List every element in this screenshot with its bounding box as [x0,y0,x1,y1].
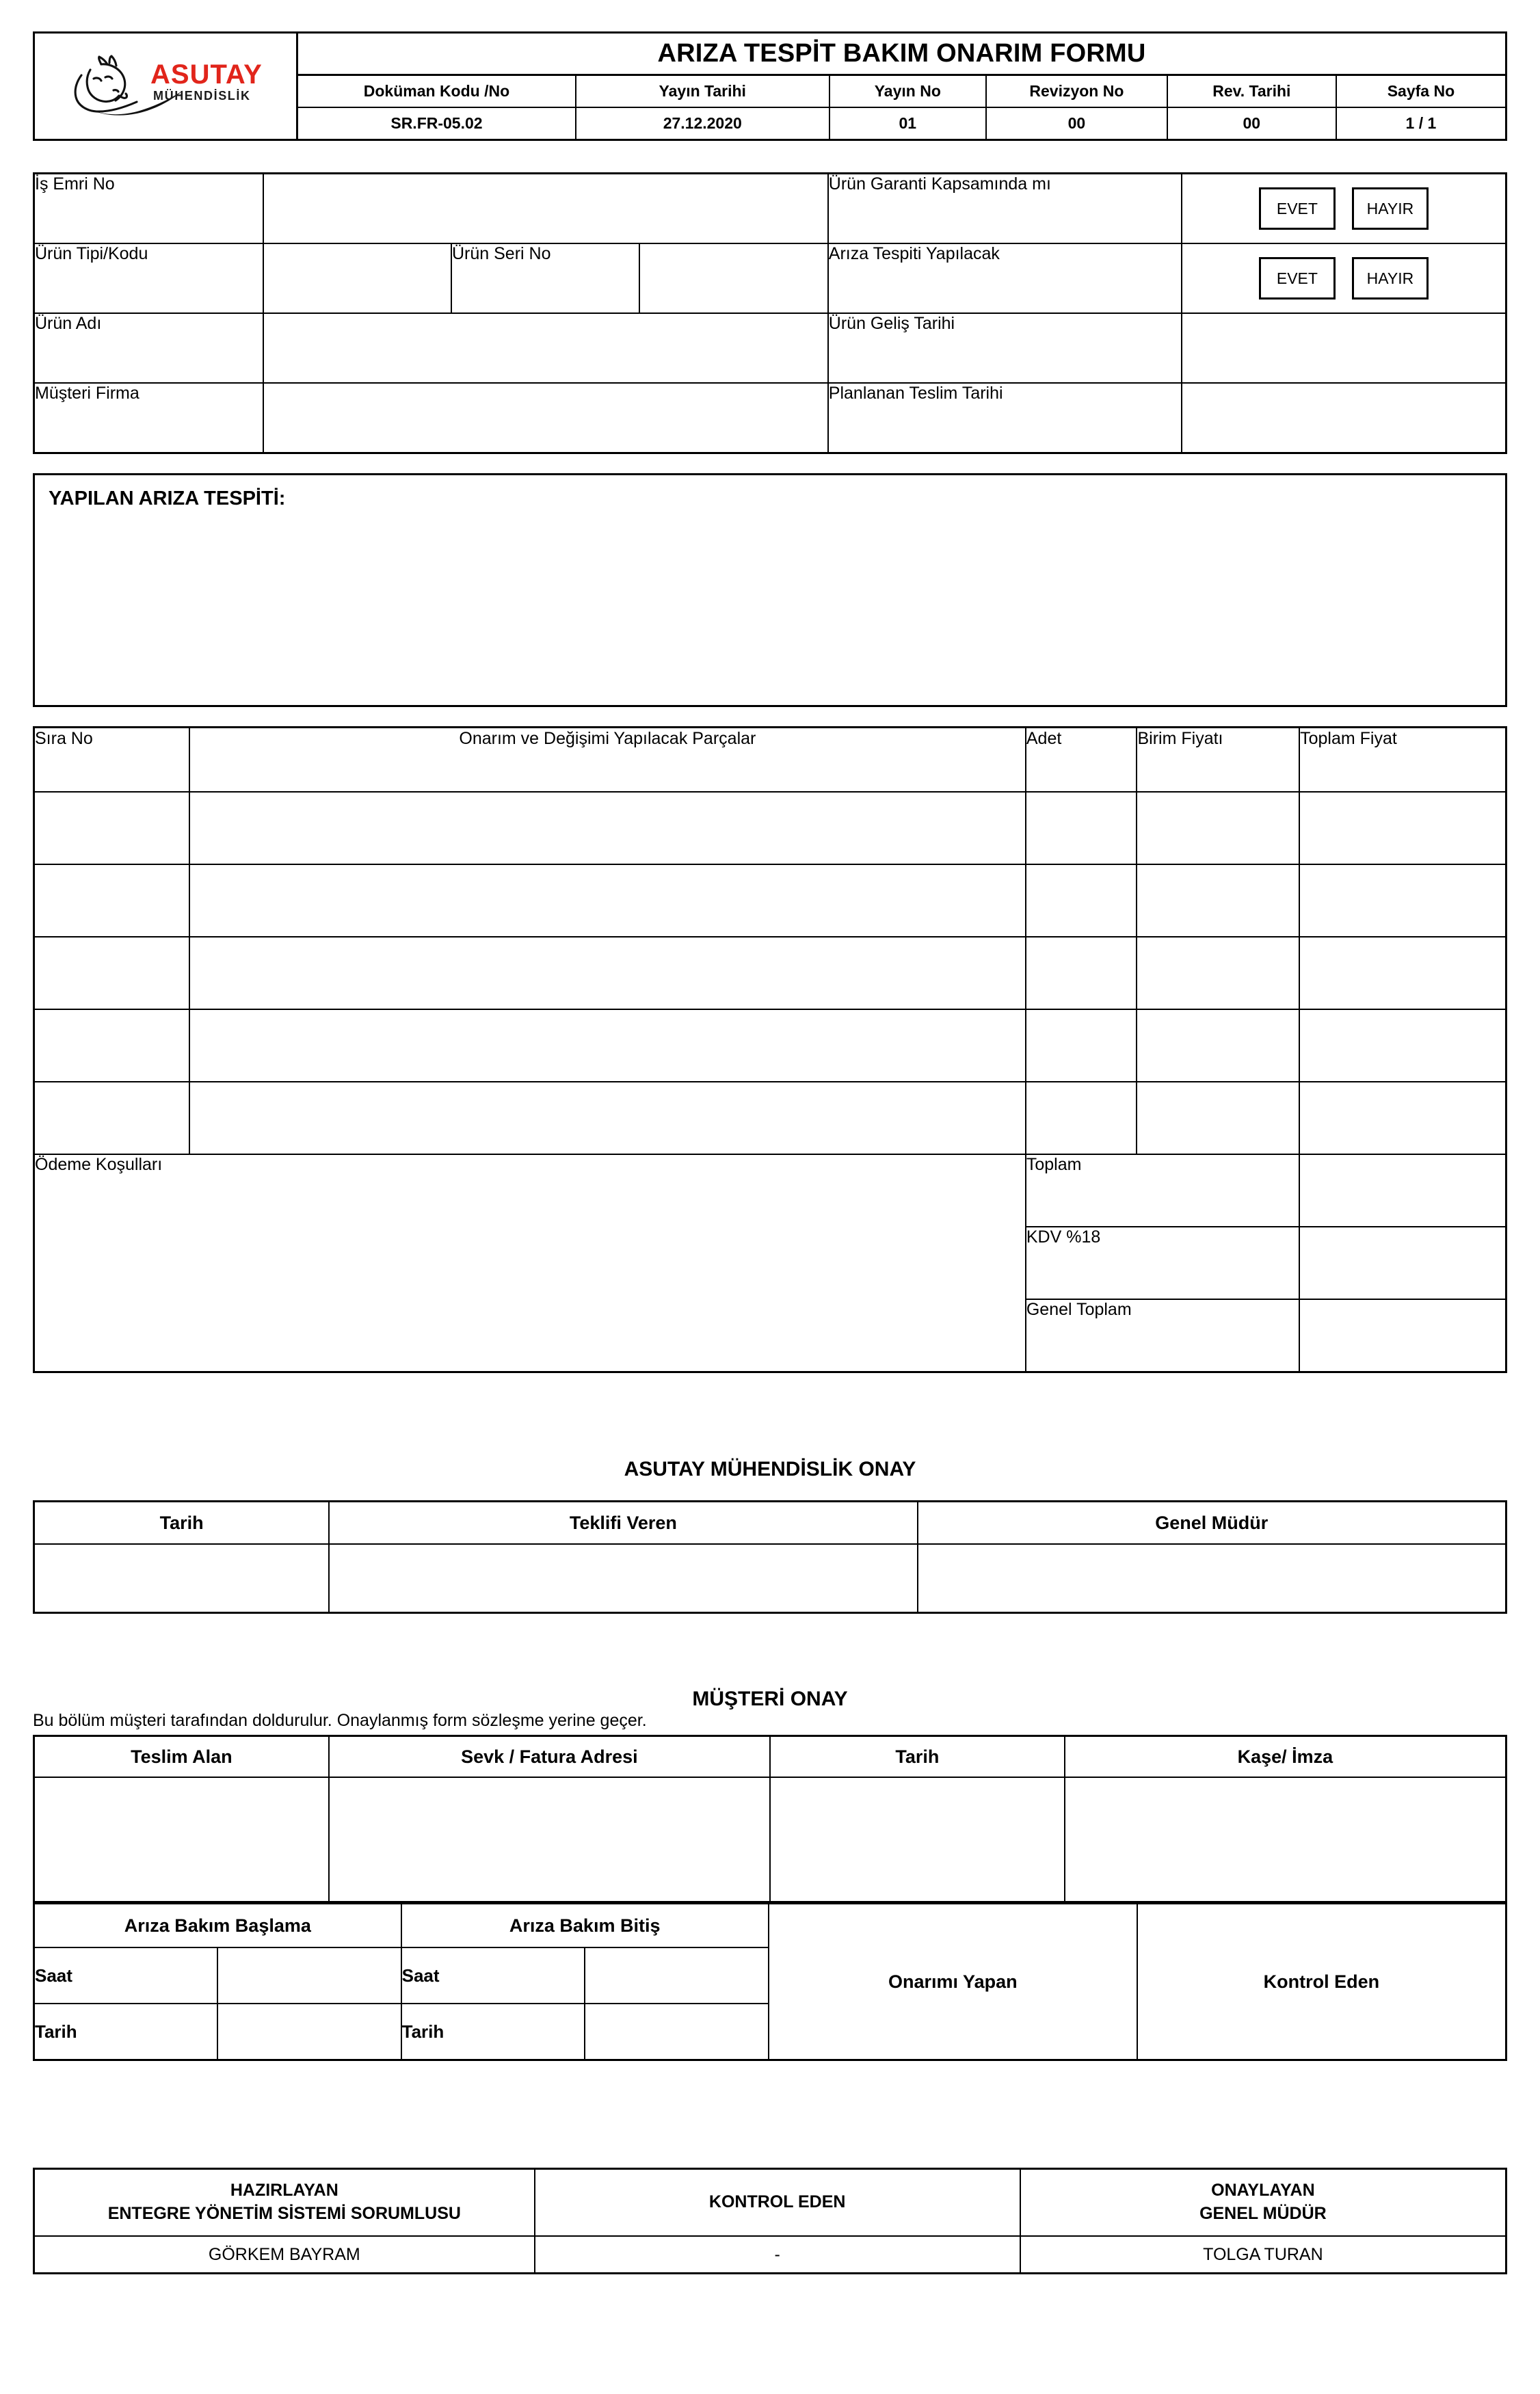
column-header-genel-mudur: Genel Müdür [918,1502,1506,1545]
field-musteri-tarih[interactable] [770,1777,1065,1902]
table-row [34,383,1506,453]
ariza-tespiti-evet-checkbox[interactable]: EVET [1259,257,1336,300]
meta-value-rev-tarihi: 00 [1167,107,1336,139]
table-row [298,107,1505,139]
asutay-approval-title: ASUTAY MÜHENDİSLİK ONAY [624,1458,916,1480]
garanti-evet-checkbox[interactable]: EVET [1259,187,1336,230]
cell-birim-fiyati[interactable] [1137,864,1299,937]
column-header-adet: Adet [1026,728,1137,793]
signature-role-label: KONTROL EDEN [708,2192,846,2212]
signature-role-onaylayan [1020,2169,1506,2237]
table-row [34,1082,1506,1154]
signature-role-label: HAZIRLAYAN [230,2181,338,2200]
label-is-emri-no: İş Emri No [34,174,263,244]
meta-value-yayin-tarihi: 27.12.2020 [576,107,829,139]
product-info-table [33,172,1507,454]
parts-table [33,726,1507,1373]
field-genel-toplam[interactable] [1299,1299,1506,1372]
label-baslama-saat: Saat [34,1947,218,2004]
document-meta-table [298,76,1505,139]
cell-toplam-fiyat[interactable] [1299,792,1506,864]
signature-role-kontrol-eden [535,2169,1020,2237]
column-header-teslim-alan: Teslim Alan [34,1736,329,1778]
cell-adet[interactable] [1026,937,1137,1009]
label-urun-seri-no: Ürün Seri No [451,243,639,313]
table-row [298,76,1505,107]
field-urun-gelis-tarihi[interactable] [1182,313,1506,383]
field-planlanan-teslim-tarihi[interactable] [1182,383,1506,453]
column-header-kase-imza: Kaşe/ İmza [1065,1736,1506,1778]
table-row [34,2236,1506,2274]
cell-toplam-fiyat[interactable] [1299,1082,1506,1154]
field-asutay-tarih[interactable] [34,1544,330,1613]
customer-approval-note: Bu bölüm müşteri tarafından doldurulur. Onaylanmış form sözleşme yerine geçer. [33,1711,647,1730]
signature-role-hazirlayan [34,2169,535,2237]
meta-value-yayin-no: 01 [829,107,986,139]
cell-toplam-fiyat[interactable] [1299,1009,1506,1082]
field-kase-imza[interactable] [1065,1777,1506,1902]
field-toplam[interactable] [1299,1154,1506,1227]
payment-terms-cell[interactable] [34,1154,1026,1372]
fault-description-box[interactable] [33,473,1507,707]
signature-title-label: ENTEGRE YÖNETİM SİSTEMİ SORUMLUSU [107,2204,461,2223]
column-header-sira-no: Sıra No [34,728,189,793]
table-row [34,1544,1506,1613]
cell-parca[interactable] [189,1009,1026,1082]
garanti-kapsaminda-choice [1182,174,1506,244]
cell-sira-no[interactable] [34,1082,189,1154]
meta-header-rev-tarihi: Rev. Tarihi [1167,76,1336,107]
cell-adet[interactable] [1026,1082,1137,1154]
label-planlanan-teslim-tarihi: Planlanan Teslim Tarihi [828,383,1182,453]
column-header-birim-fiyati: Birim Fiyatı [1137,728,1299,793]
field-urun-seri-no[interactable] [639,243,827,313]
column-header-tarih: Tarih [770,1736,1065,1778]
column-header-toplam-fiyat: Toplam Fiyat [1299,728,1506,793]
signature-name-kontrol-eden: - [535,2236,1020,2274]
ariza-tespiti-hayir-checkbox[interactable]: HAYIR [1352,257,1429,300]
label-bitis-saat: Saat [401,1947,585,2004]
cell-adet[interactable] [1026,792,1137,864]
document-header [33,31,1507,141]
svg-text:MÜHENDİSLİK: MÜHENDİSLİK [153,89,251,103]
fault-description-title: YAPILAN ARIZA TESPİTİ: [49,488,286,509]
label-urun-gelis-tarihi: Ürün Geliş Tarihi [828,313,1182,383]
table-header-row [34,1502,1506,1545]
cell-parca[interactable] [189,937,1026,1009]
cell-sira-no[interactable] [34,864,189,937]
field-musteri-firma[interactable] [263,383,828,453]
meta-value-sayfa-no: 1 / 1 [1336,107,1505,139]
field-urun-tipi-kodu[interactable] [263,243,451,313]
column-header-ariza-bakim-bitis: Arıza Bakım Bitiş [401,1904,769,1947]
signature-name-hazirlayan: GÖRKEM BAYRAM [34,2236,535,2274]
column-header-parcalar: Onarım ve Değişimi Yapılacak Parçalar [189,728,1026,793]
column-header-tarih: Tarih [34,1502,330,1545]
field-sevk-fatura-adresi[interactable] [329,1777,770,1902]
table-row [34,864,1506,937]
signature-table [33,2168,1507,2274]
document-title: ARIZA TESPİT BAKIM ONARIM FORMU [298,34,1505,76]
field-bitis-tarih[interactable] [585,2004,769,2060]
label-genel-toplam: Genel Toplam [1026,1299,1299,1372]
kontrol-eden-label: Kontrol Eden [1263,1971,1380,1992]
column-header-teklifi-veren: Teklifi Veren [329,1502,917,1545]
table-row [34,1009,1506,1082]
meta-value-dokuman-kodu: SR.FR-05.02 [298,107,576,139]
cell-sira-no[interactable] [34,792,189,864]
column-header-kontrol-eden [1137,1904,1506,2060]
field-bitis-saat[interactable] [585,1947,769,2004]
label-toplam: Toplam [1026,1154,1299,1227]
cell-parca[interactable] [189,864,1026,937]
signature-role-label: ONAYLAYAN [1211,2181,1315,2200]
meta-header-dokuman-kodu: Doküman Kodu /No [298,76,576,107]
label-urun-adi: Ürün Adı [34,313,263,383]
cell-parca[interactable] [189,1082,1026,1154]
meta-header-revizyon-no: Revizyon No [986,76,1167,107]
company-logo [35,34,298,139]
signature-name-onaylayan: TOLGA TURAN [1020,2236,1506,2274]
customer-approval-title: MÜŞTERİ ONAY [692,1688,848,1710]
field-urun-adi[interactable] [263,313,828,383]
asutay-horse-logo-icon [63,55,268,118]
cell-sira-no[interactable] [34,1009,189,1082]
cell-toplam-fiyat[interactable] [1299,864,1506,937]
table-header-row [34,2169,1506,2237]
garanti-hayir-checkbox[interactable]: HAYIR [1352,187,1429,230]
label-garanti-kapsaminda: Ürün Garanti Kapsamında mı [828,174,1182,244]
table-row [34,792,1506,864]
table-row [34,1154,1506,1227]
meta-header-yayin-no: Yayın No [829,76,986,107]
cell-adet[interactable] [1026,1009,1137,1082]
label-kdv: KDV %18 [1026,1227,1299,1299]
table-row [34,174,1506,244]
cell-parca[interactable] [189,792,1026,864]
meta-header-yayin-tarihi: Yayın Tarihi [576,76,829,107]
field-baslama-tarih[interactable] [217,2004,401,2060]
meta-value-revizyon-no: 00 [986,107,1167,139]
field-asutay-genel-mudur[interactable] [918,1544,1506,1613]
cell-birim-fiyati[interactable] [1137,937,1299,1009]
label-baslama-tarih: Tarih [34,2004,218,2060]
field-baslama-saat[interactable] [217,1947,401,2004]
table-header-row [34,1904,1506,1947]
table-header-row [34,1736,1506,1778]
svg-text:ASUTAY: ASUTAY [150,59,263,90]
column-header-sevk-fatura-adresi: Sevk / Fatura Adresi [329,1736,770,1778]
field-teslim-alan[interactable] [34,1777,329,1902]
signature-title-label: GENEL MÜDÜR [1199,2204,1327,2223]
asutay-approval-table [33,1500,1507,1614]
table-row [34,937,1506,1009]
maintenance-times-table [33,1903,1507,2061]
label-urun-tipi-kodu: Ürün Tipi/Kodu [34,243,263,313]
cell-birim-fiyati[interactable] [1137,792,1299,864]
cell-birim-fiyati[interactable] [1137,1082,1299,1154]
meta-header-sayfa-no: Sayfa No [1336,76,1505,107]
label-odeme-kosullari: Ödeme Koşulları [35,1155,163,1174]
ariza-tespiti-choice [1182,243,1506,313]
label-ariza-tespiti-yapilacak: Arıza Tespiti Yapılacak [828,243,1182,313]
cell-adet[interactable] [1026,864,1137,937]
table-row [34,313,1506,383]
field-kdv[interactable] [1299,1227,1506,1299]
field-asutay-teklifi-veren[interactable] [329,1544,917,1613]
label-musteri-firma: Müşteri Firma [34,383,263,453]
cell-birim-fiyati[interactable] [1137,1009,1299,1082]
cell-sira-no[interactable] [34,937,189,1009]
table-row [34,1777,1506,1902]
cell-toplam-fiyat[interactable] [1299,937,1506,1009]
table-header-row [34,728,1506,793]
label-bitis-tarih: Tarih [401,2004,585,2060]
field-is-emri-no[interactable] [263,174,828,244]
table-row [34,243,1506,313]
column-header-onarimi-yapan [769,1904,1137,2060]
column-header-ariza-bakim-baslama: Arıza Bakım Başlama [34,1904,401,1947]
customer-approval-table [33,1735,1507,1903]
onarimi-yapan-label: Onarımı Yapan [888,1971,1018,1992]
